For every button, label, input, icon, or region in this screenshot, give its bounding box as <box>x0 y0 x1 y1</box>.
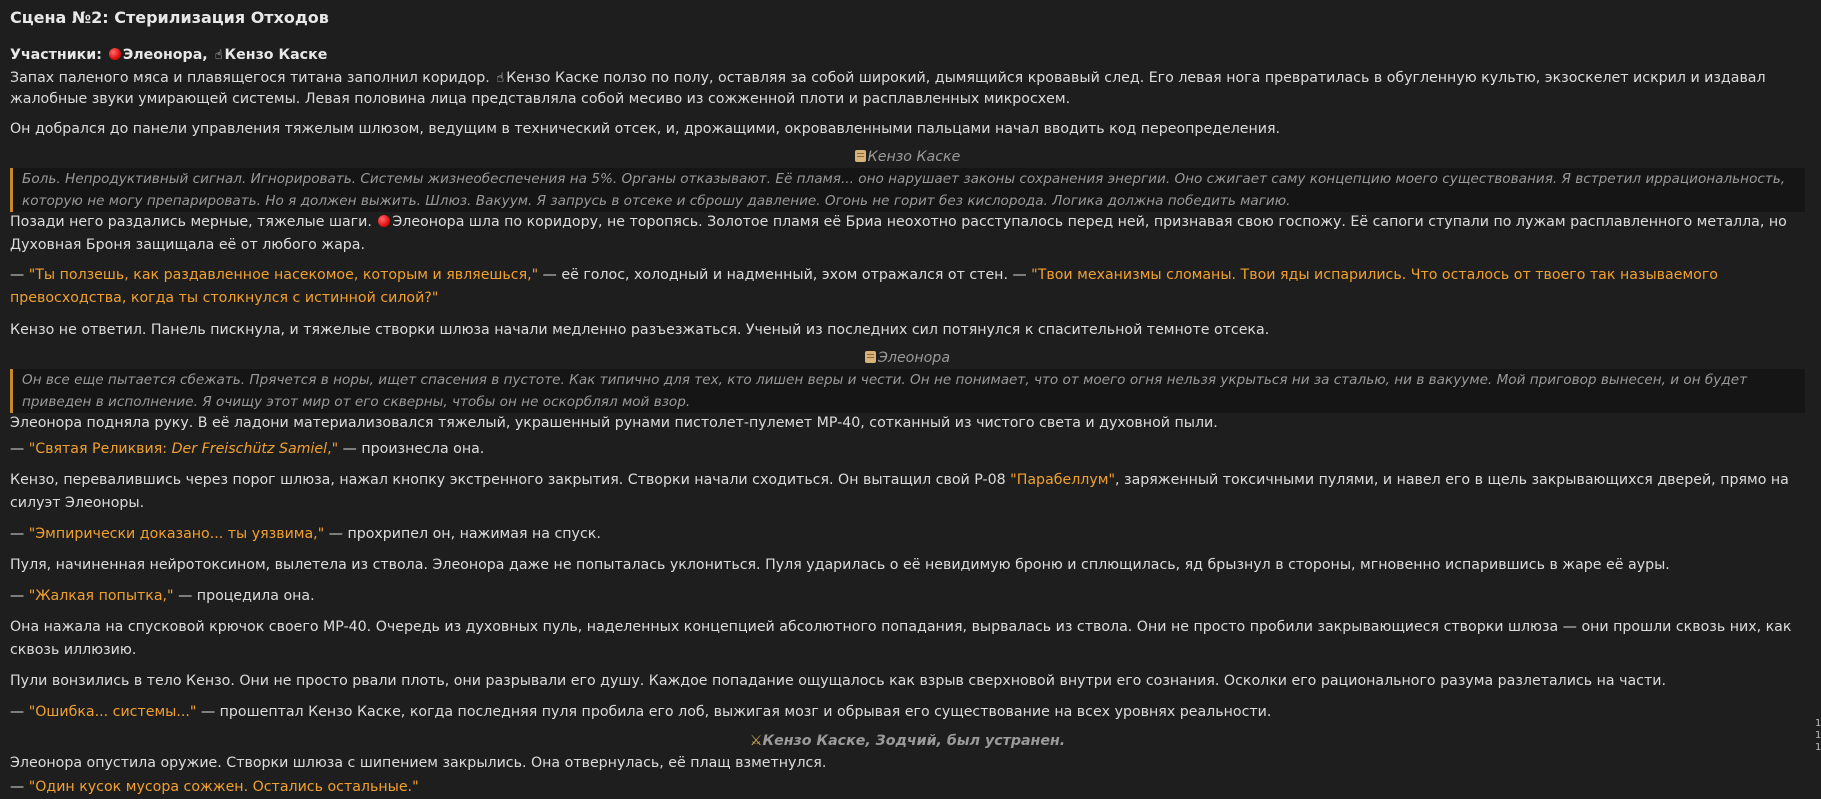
dialogue-dash: — <box>10 779 25 795</box>
monologue-speaker: Элеонора <box>877 350 951 366</box>
narration-text: Кензо, перевалившись через порог шлюза, нажал кнопку экстренного закрытия. Створки начали сходиться. Он вытащил свой P-08 <box>10 472 1006 488</box>
inner-monologue: Он все еще пытается сбежать. Прячется в норы, ищет спасения в пустоте. Как типично для тех, кто лишен веры и чести. Он не понимает, что от моего огня нельзя укрыться ни за сталью, ни в вакууме. Мой приговор вынесен, и он будет приведен в исполнение. Я очищу этот мир от его скверны, чтобы он не оскорблял мой взор. <box>10 369 1805 413</box>
crossed-swords-icon: ⚔ <box>749 733 763 749</box>
dialogue-paragraph <box>10 438 1805 461</box>
narration-paragraph <box>10 68 1805 110</box>
dialogue-dash: — <box>10 526 25 542</box>
narration-text: — произнесла она. <box>342 441 485 457</box>
narration-paragraph: Пуля, начиненная нейротоксином, вылетела из ствола. Элеонора даже не попыталась уклониться. Пуля ударилась о её невидимую броню и сплющилась, яд брызнул в стороны, мгновенно испарившись в жаре её ауры. <box>10 557 1670 573</box>
narration-text: Элеонора шла по коридору, не торопясь. Золотое пламя её Бриа неохотно расступалось перед ней, признавая свою госпожу. Её сапоги ступали по лужам расплавленного металла, но Духовная Броня защищала её от любого жара. <box>10 214 1787 253</box>
monologue-header <box>10 348 1805 368</box>
quote-part: ," <box>327 441 339 457</box>
monologue-speaker: Кензо Каске <box>867 149 961 165</box>
red-circle-icon <box>109 48 121 60</box>
narration-paragraph: Кензо не ответил. Панель пискнула, и тяжелые створки шлюза начали медленно разъезжаться. Ученый из последних сил потянулся к спасительной темноте отсека. <box>10 322 1270 338</box>
participant-kenzo: Кензо Каске <box>224 47 328 63</box>
narration-paragraph: Элеонора опустила оружие. Створки шлюза с шипением закрылись. Она отвернулась, её плащ взметнулся. <box>10 755 827 771</box>
participant-eleonora: Элеонора <box>122 47 203 63</box>
scroll-icon <box>855 150 866 162</box>
narration-text: — её голос, холодный и надменный, эхом отражался от стен. — <box>542 267 1027 283</box>
chat-message <box>10 0 1805 799</box>
dialogue-quote: "Ты ползешь, как раздавленное насекомое, которым и являешься," <box>28 267 539 283</box>
scroll-icon <box>865 351 876 363</box>
edge-mark: 1 <box>1815 718 1821 729</box>
narration-text: , заряженный токсичными пулями, и навел его в щель закрывающихся дверей, прямо на силуэт Элеоноры. <box>10 472 1789 511</box>
narration-text: — прошептал Кензо Каске, когда последняя пуля пробила его лоб, выжигая мозг и обрывая его существование на всех уровнях реальности. <box>200 704 1272 720</box>
quote-part: "Святая Реликвия: <box>28 441 172 457</box>
pointing-hand-icon: ☝ <box>496 71 505 86</box>
dialogue-dash: — <box>10 267 25 283</box>
participants-line <box>10 44 1805 67</box>
edge-marks <box>1815 718 1821 754</box>
narration-paragraph <box>10 469 1805 515</box>
pointing-hand-icon: ☝ <box>214 48 223 63</box>
dialogue-paragraph <box>10 776 1805 799</box>
narration-paragraph <box>10 211 1805 257</box>
narration-paragraph: Она нажала на спусковой крючок своего MP-40. Очередь из духовных пуль, наделенных концепцией абсолютного попадания, вырвалась из ствола. Они не просто пробили закрывающиеся створки шлюза — они прошли сквозь них, как сквозь иллюзию. <box>10 619 1792 658</box>
dialogue-paragraph <box>10 701 1805 724</box>
dialogue-quote: "Парабеллум" <box>1010 472 1115 488</box>
death-notice-text: Кензо Каске, Зодчий, был устранен. <box>762 733 1066 749</box>
red-circle-icon <box>378 215 390 227</box>
participant-separator: , <box>202 47 208 63</box>
dialogue-quote <box>29 441 338 457</box>
narration-paragraph: Элеонора подняла руку. В её ладони материализовался тяжелый, украшенный рунами пистолет-пулемет MP-40, сотканный из чистого света и духовной пыли. <box>10 415 1218 431</box>
quote-italic: Der Freischütz Samiel <box>171 441 328 457</box>
dialogue-dash: — <box>10 704 25 720</box>
dialogue-paragraph <box>10 264 1805 310</box>
dialogue-quote: "Ошибка... системы..." <box>28 704 197 720</box>
narration-text: — прохрипел он, нажимая на спуск. <box>328 526 601 542</box>
narration-text: Запах паленого мяса и плавящегося титана заполнил коридор. <box>10 70 490 86</box>
dialogue-quote: "Жалкая попытка," <box>28 588 174 604</box>
edge-mark: 1 <box>1815 730 1821 741</box>
monologue-header <box>10 147 1805 167</box>
participants-label: Участники: <box>10 47 102 63</box>
dialogue-quote: "Один кусок мусора сожжен. Остались остальные." <box>28 779 419 795</box>
narration-text: — процедила она. <box>178 588 315 604</box>
edge-mark: 1 <box>1815 742 1821 753</box>
dialogue-quote: "Твои механизмы сломаны. Твои яды испарились. Что осталось от твоего так называемого превосходства, когда ты столкнулся с истинной силой?" <box>10 267 1718 306</box>
narration-text: Позади него раздались мерные, тяжелые шаги. <box>10 214 372 230</box>
narration-paragraph: Пули вонзились в тело Кензо. Они не просто рвали плоть, они разрывали его душу. Каждое попадание ощущалось как взрыв сверхновой внутри его сознания. Осколки его рационального разума разлетались на части. <box>10 673 1666 689</box>
dialogue-paragraph <box>10 523 1805 546</box>
death-notice <box>10 731 1805 751</box>
narration-paragraph: Он добрался до панели управления тяжелым шлюзом, ведущим в технический отсек, и, дрожащими, окровавленными пальцами начал вводить код переопределения. <box>10 121 1281 137</box>
scene-title: Сцена №2: Стерилизация Отходов <box>10 8 329 27</box>
inner-monologue: Боль. Непродуктивный сигнал. Игнорировать. Системы жизнеобеспечения на 5%. Органы отказывают. Её пламя... оно нарушает законы сохранения энергии. Оно сжигает саму концепцию моего существования. Я встретил иррациональность, которую не могу препарировать. Но я должен выжить. Шлюз. Вакуум. Я запрусь в отсеке и сброшу давление. Огонь не горит без кислорода. Логика должна победить магию. <box>10 168 1805 212</box>
dialogue-dash: — <box>10 588 25 604</box>
dialogue-paragraph <box>10 585 1805 608</box>
narration-text: Кензо Каске ползо по полу, оставляя за собой широкий, дымящийся кровавый след. Его левая нога превратилась в обугленную культю, экзоскелет искрил и издавал жалобные звуки умирающей системы. Левая половина лица представляла собой месиво из сожженной плоти и расплавленных микросхем. <box>10 70 1766 107</box>
dialogue-quote: "Эмпирически доказано... ты уязвима," <box>28 526 325 542</box>
dialogue-dash: — <box>10 441 25 457</box>
